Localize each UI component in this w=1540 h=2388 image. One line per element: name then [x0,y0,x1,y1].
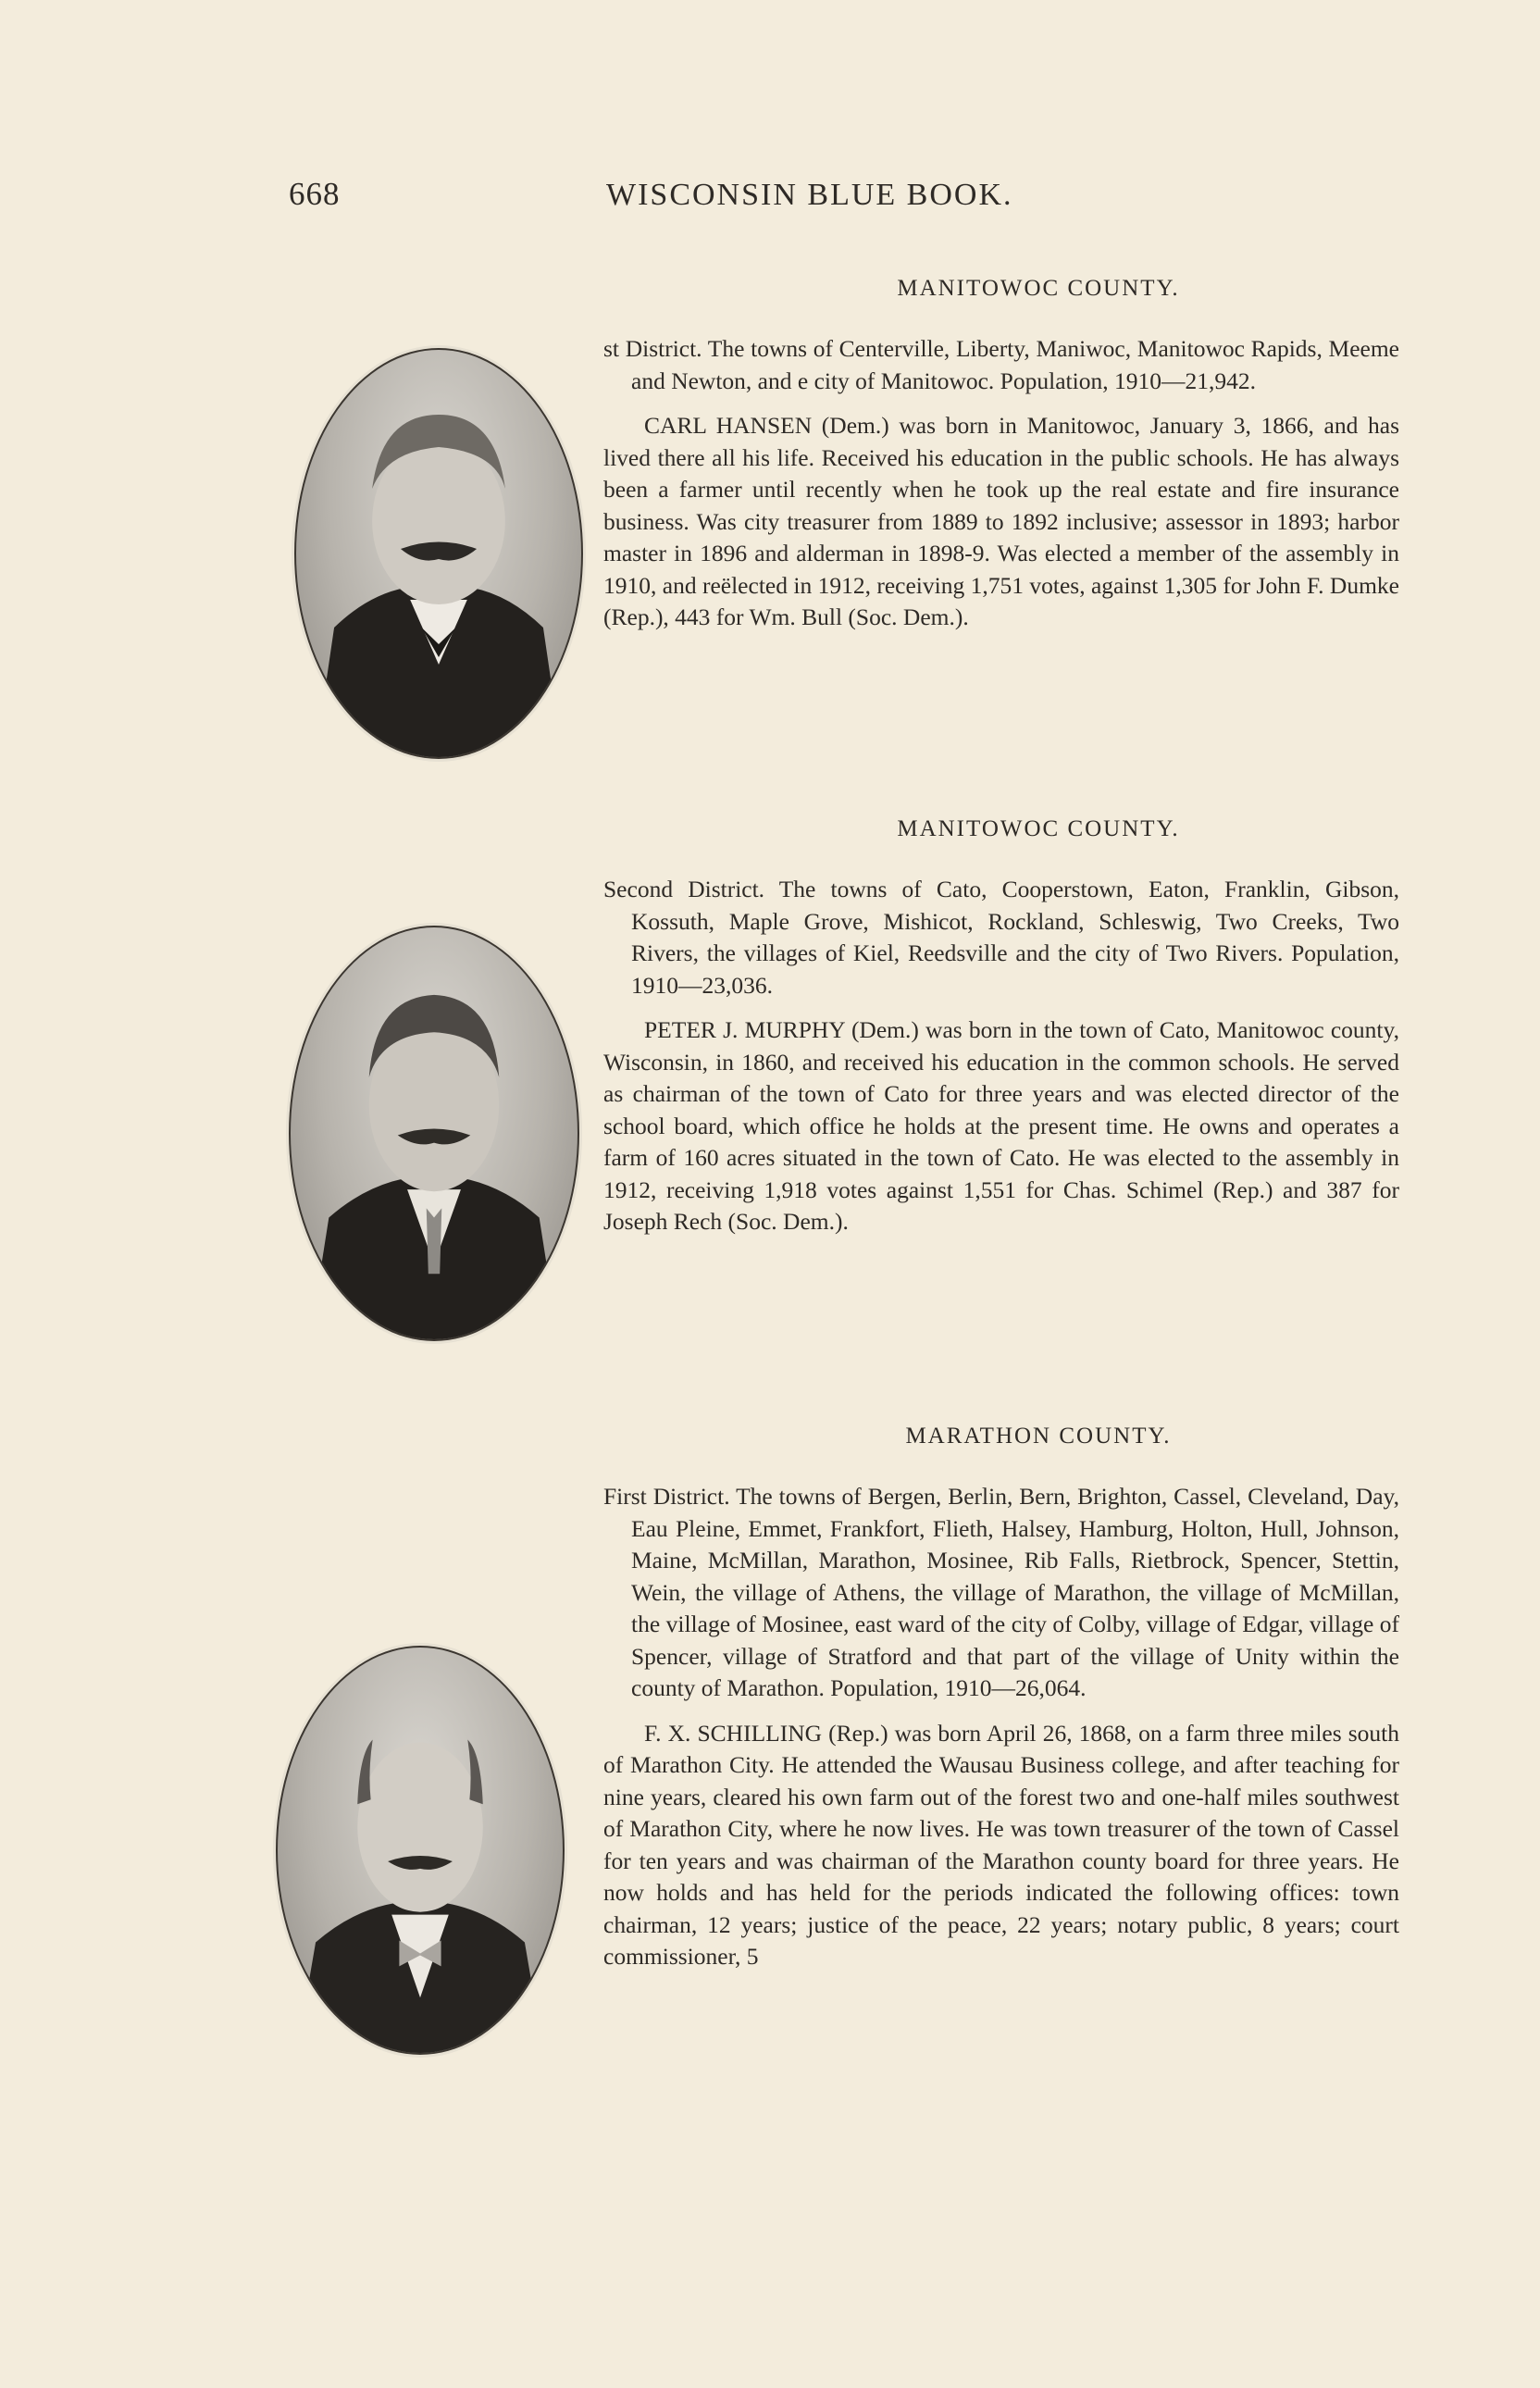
page-number: 668 [289,176,341,212]
portrait-peter-murphy [289,926,579,1341]
entry-marathon-first [603,1424,1399,1973]
county-heading: MARATHON COUNTY. [905,1424,1172,1449]
portrait-carl-hansen [294,348,583,759]
member-biography: CARL HANSEN (Dem.) was born in Manitowoc, January 3, 1866, and has lived there all his life. Received his education in the public schools. He has always been a farmer until recently when he took up the real estate and fire insurance business. Was city treasurer from 1889 to 1892 inclusive; assessor in 1893; harbor master in 1896 and alderman in 1898-9. Was elected a member of the assembly in 1910, and reëlected in 1912, receiving 1,751 votes, against 1,305 for John F. Dumke (Rep.), 443 for Wm. Bull (Soc. Dem.). [603,412,1399,630]
running-head: WISCONSIN BLUE BOOK. [606,178,1013,212]
portrait-image [278,1648,563,2053]
county-heading: MANITOWOC COUNTY. [897,276,1180,301]
member-biography: PETER J. MURPHY (Dem.) was born in the town of Cato, Manitowoc county, Wisconsin, in 1860, and received his education in the common schools. He served as chairman of the town of Cato for three years and was elected director of the school board, which office he holds at the present time. He owns and operates a farm of 160 acres situated in the town of Cato. He was elected to the assembly in 1912, receiving 1,918 votes against 1,551 for Chas. Schimel (Rep.) and 387 for Joseph Rech (Soc. Dem.). [603,1016,1399,1235]
portrait-image [291,927,578,1339]
portrait-fx-schilling [276,1646,565,2055]
district-description: First District. The towns of Bergen, Berlin, Bern, Brighton, Cassel, Cleveland, Day, Eau Pleine, Emmet, Frankfort, Flieth, Halsey, Hamburg, Holton, Hull, Johnson, Maine, McMillan, Marathon, Mosinee, Rib Falls, Rietbrock, Spencer, Stettin, Wein, the village of Athens, the village of Marathon, the village of McMillan, the village of Mosinee, east ward of the city of Colby, village of Edgar, village of Spencer, village of Stratford and that part of the village of Unity within the county of Marathon. Population, 1910—26,064. [603,1483,1399,1701]
district-description: st District. The towns of Centerville, Liberty, Maniwoc, Manitowoc Rapids, Meeme and Newton, and e city of Manitowoc. Population, 1910—21,942. [603,335,1399,394]
entry-manitowoc-second [603,816,1399,1238]
district-description: Second District. The towns of Cato, Cooperstown, Eaton, Franklin, Gibson, Kossuth, Maple Grove, Mishicot, Rockland, Schleswig, Two Creeks, Two Rivers, the villages of Kiel, Reedsville and the city of Two Rivers. Population, 1910—23,036. [603,876,1399,999]
portrait-image [296,350,581,757]
county-heading: MANITOWOC COUNTY. [897,816,1180,841]
member-biography: F. X. SCHILLING (Rep.) was born April 26, 1868, on a farm three miles south of Marathon City. He attended the Wausau Business college, and after teaching for nine years, cleared his own farm out of the forest two and one-half miles southwest of Marathon City, where he now lives. He was town treasurer of the town of Cassel for ten years and was chairman of the Marathon county board for three years. He now holds and has held for the periods indicated the following offices: town chairman, 12 years; justice of the peace, 22 years; notary public, 8 years; court commissioner, 5 [603,1719,1399,1970]
entry-manitowoc-first [603,276,1399,634]
